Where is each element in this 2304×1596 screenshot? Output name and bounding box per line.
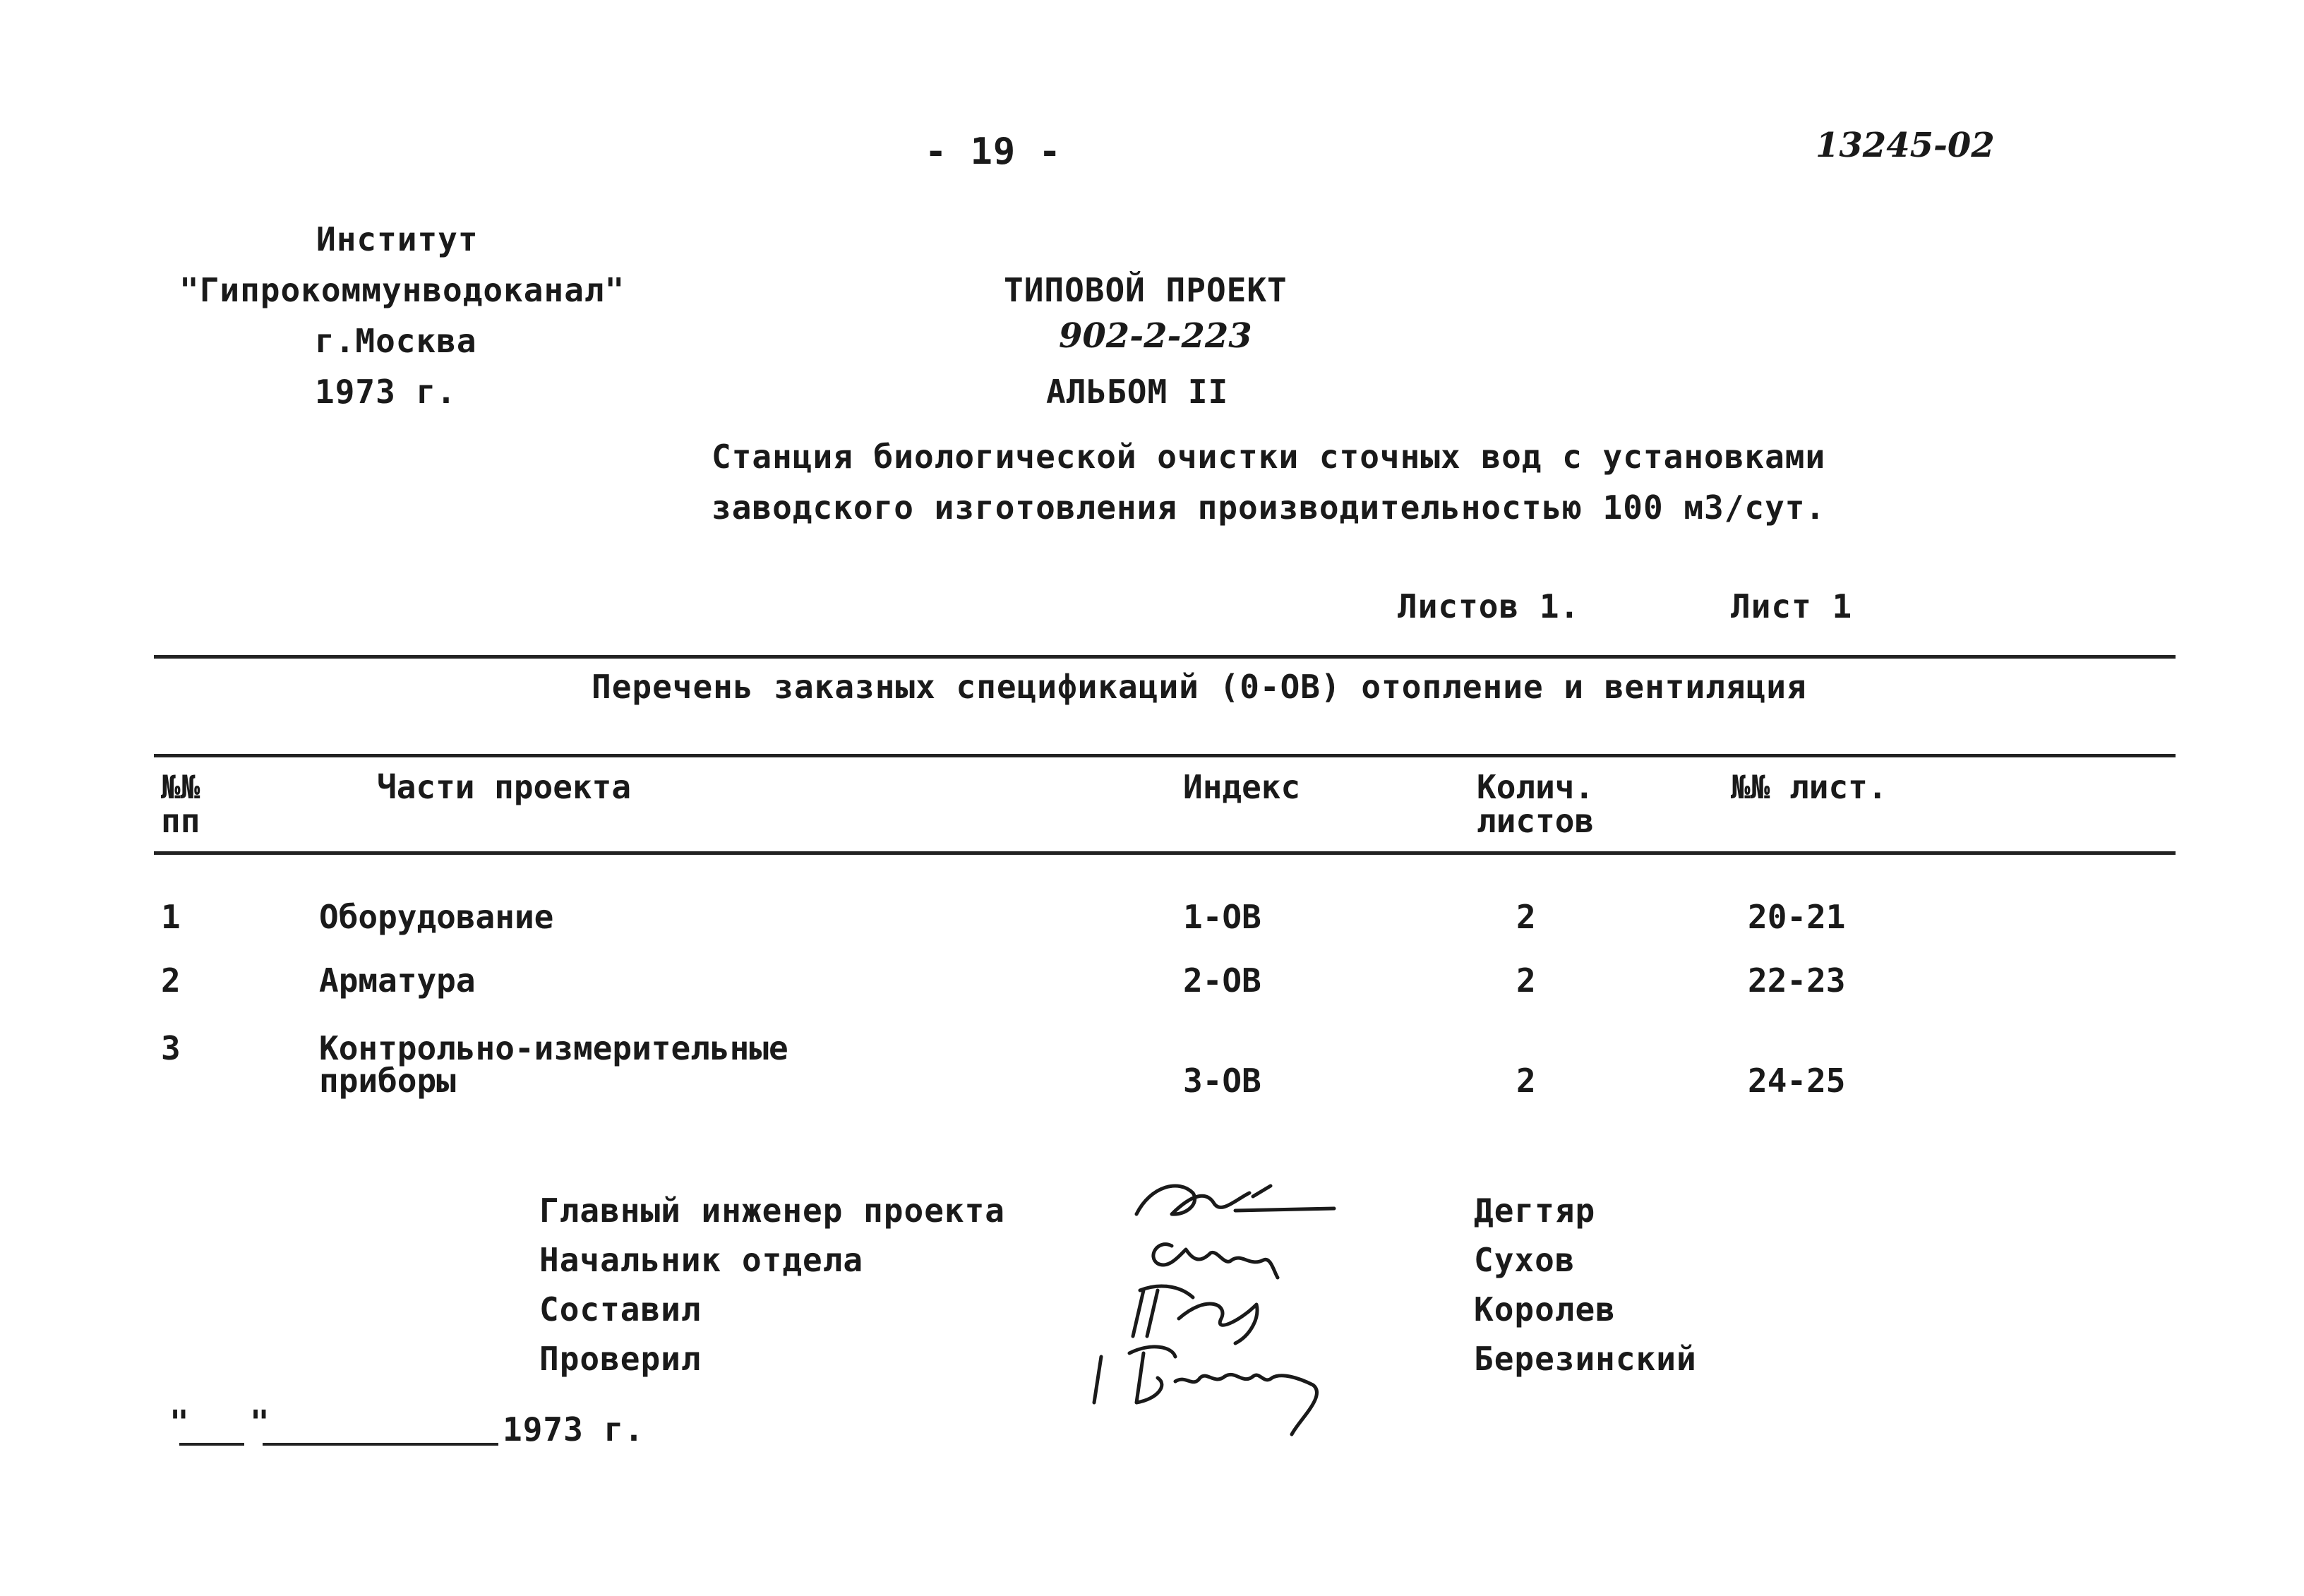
row-num: 2 (161, 961, 181, 1000)
institute-label: Институт (316, 220, 479, 258)
row-index: 3-ОВ (1183, 1062, 1261, 1100)
row-part: Контрольно-измерительные (319, 1029, 788, 1067)
header-qty-line2: листов (1477, 802, 1595, 840)
signature-role-checked: Проверил (539, 1340, 702, 1378)
row-num: 1 (161, 898, 181, 936)
signature-chief-engineer (1129, 1172, 1341, 1228)
signature-role-department-head: Начальник отдела (539, 1241, 864, 1279)
row-num: 3 (161, 1029, 181, 1067)
date-year: 1973 г. (503, 1410, 644, 1448)
date-quote-open: " (169, 1403, 190, 1441)
row-part-line2: приборы (319, 1062, 456, 1100)
header-parts: Части проекта (377, 768, 632, 806)
header-num-line1: №№ (161, 768, 200, 806)
row-qty: 2 (1516, 898, 1536, 936)
signature-name-compiled: Королев (1474, 1290, 1616, 1328)
signature-name-chief-engineer: Дегтяр (1474, 1192, 1596, 1230)
institute-name: "Гипрокоммунводоканал" (179, 271, 625, 309)
institute-year: 1973 г. (315, 373, 457, 411)
signature-checked (1087, 1336, 1355, 1441)
row-part: Оборудование (319, 898, 554, 936)
list-title: Перечень заказных спецификаций (0-ОВ) отопление и вентиляция (592, 668, 1807, 706)
rule-top (154, 655, 2176, 659)
row-sheets: 24-25 (1748, 1062, 1846, 1100)
row-qty: 2 (1516, 961, 1536, 1000)
row-qty: 2 (1516, 1062, 1536, 1100)
row-index: 1-ОВ (1183, 898, 1261, 936)
album-label: АЛЬБОМ II (1046, 373, 1229, 411)
header-sheet-nums: №№ лист. (1731, 768, 1888, 806)
institute-city: г.Москва (315, 322, 477, 360)
rule-header-top (154, 754, 2176, 757)
row-sheets: 20-21 (1748, 898, 1846, 936)
signature-name-department-head: Сухов (1474, 1241, 1576, 1279)
document-code: 13245-02 (1816, 126, 1995, 165)
rule-header-bottom (154, 851, 2176, 855)
row-part: Арматура (319, 961, 476, 1000)
row-index: 2-ОВ (1183, 961, 1261, 1000)
row-sheets: 22-23 (1748, 961, 1846, 1000)
project-title-line1: Станция биологической очистки сточных вод с установками (712, 438, 1826, 476)
signature-role-chief-engineer: Главный инженер проекта (539, 1192, 1005, 1230)
date-day-blank (179, 1443, 244, 1446)
sheets-total: Листов 1. (1398, 587, 1580, 625)
header-qty-line1: Колич. (1477, 768, 1595, 806)
date-month-blank (263, 1443, 498, 1446)
signature-name-checked: Березинский (1474, 1340, 1697, 1378)
signature-role-compiled: Составил (539, 1290, 702, 1328)
project-title-line2: заводского изготовления производительностью 100 м3/сут. (712, 488, 1826, 527)
page-number: - 19 - (925, 131, 1062, 173)
header-index: Индекс (1183, 768, 1301, 806)
header-num-line2: пп (161, 802, 200, 840)
project-type: ТИПОВОЙ ПРОЕКТ (1004, 271, 1288, 309)
sheet-current: Лист 1 (1731, 587, 1853, 625)
date-quote-close: " (250, 1403, 270, 1441)
project-number: 902-2-223 (1059, 316, 1252, 356)
